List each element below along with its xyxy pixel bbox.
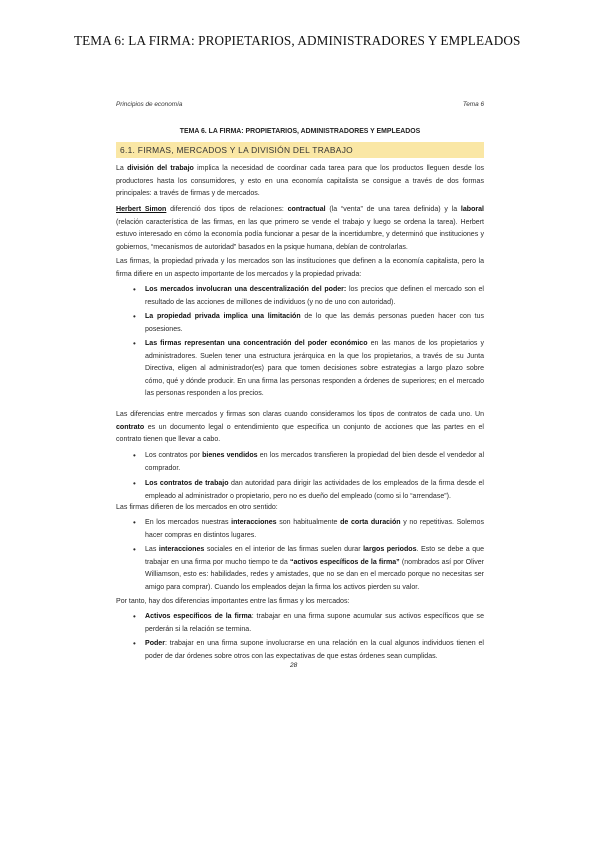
- text-run: (nombrados así por Oliver Williamson, esto es: habilidades, redes y amistades, que no se dan en el mercado porque no necesitas ser amigo para comprar). Cuando los empleados dejan la firma los activos pierden su valor.: [145, 558, 484, 591]
- bullet-item: [145, 478, 484, 503]
- text-run: es un documento legal o entendimiento que especifica un conjunto de acciones que las partes en el contrato tienen que llevar a cabo.: [116, 423, 484, 444]
- paragraph: [116, 256, 484, 281]
- text-run: en los mercados transfieren la propiedad del bien desde el vendedor al comprador.: [145, 452, 485, 472]
- page-header-left: Principios de economía: [116, 101, 183, 108]
- paragraph: [116, 204, 484, 254]
- bullet-item: [145, 284, 484, 309]
- text-run: son habitualmente: [276, 519, 341, 526]
- bold-text: interacciones: [231, 519, 277, 526]
- bold-text: Los mercados involucran una descentralización del poder:: [145, 286, 347, 293]
- text-run: . Esto se debe a que trabajar en una firma por mucho tiempo te da: [145, 546, 484, 566]
- bold-text: contrato: [116, 423, 145, 431]
- text-run: (la “venta” de una tarea definida) y la: [325, 206, 461, 213]
- page-header-right: Tema 6: [462, 101, 484, 108]
- paragraph: [116, 502, 484, 515]
- bold-text: Herbert Simon: [116, 206, 167, 213]
- bold-text: largos periodos: [363, 546, 417, 553]
- text-run: : trabajar en una firma supone acumular sus activos específicos que se perderán si la relación se termina.: [145, 613, 484, 633]
- page-number: 28: [290, 662, 298, 669]
- bullet-item: [145, 338, 484, 401]
- bold-text: Poder: [145, 640, 165, 647]
- text-run: implica la necesidad de coordinar cada tarea para que los productos lleguen desde los productores hasta los consumidores, y esto en una economía capitalista se consigue a través de dos formas principales: a través de firmas y de mercados.: [116, 165, 485, 198]
- paragraph: [116, 596, 484, 609]
- text-run: Por tanto, hay dos diferencias importantes entre las firmas y los mercados:: [116, 598, 350, 605]
- text-run: y no repetitivas. Solemos hacer compras en distintos lugares.: [145, 519, 484, 539]
- bullet-item: [145, 450, 484, 475]
- bold-text: de corta duración: [340, 519, 401, 526]
- section-heading: 6.1. FIRMAS, MERCADOS Y LA DIVISIÓN DEL TRABAJO: [120, 145, 353, 155]
- text-run: los precios que definen el mercado son el resultado de las acciones de millones de individuos (y no de uno con autoridad).: [145, 286, 484, 306]
- bold-text: Las firmas representan una concentración del poder económico: [145, 340, 368, 347]
- text-run: Las diferencias entre mercados y firmas son claras cuando consideramos los tipos de contratos de cada uno. Un: [116, 411, 484, 418]
- main-title: TEMA 6. LA FIRMA: PROPIETARIOS, ADMINISTRADORES Y EMPLEADOS: [179, 128, 421, 135]
- text-run: en las manos de los propietarios y administradores. Suelen tener una estructura jerárquica en la que los propietarios, a través de su Junta Directiva, eligen al administrador(es) para que tomen decisiones sobre estrategias a largo plazo sobre cómo, qué y dónde producir. En una firma las personas responden a órdenes de superiores; en el mercado las personas responden a los precios.: [145, 340, 484, 398]
- bold-text: Activos específicos de la firma: [145, 613, 252, 620]
- document-title: TEMA 6: LA FIRMA: PROPIETARIOS, ADMINISTRADORES Y EMPLEADOS: [74, 33, 521, 48]
- text-run: Las firmas difieren de los mercados en otro sentido:: [116, 504, 278, 511]
- text-run: dan autoridad para dirigir las actividades de los empleados de la firma desde el empleado al administrador o propietario, pero no es dueño del empleado (como si lo “arrendase”).: [145, 480, 484, 500]
- bold-text: laboral: [460, 206, 484, 213]
- bold-text: bienes vendidos: [202, 452, 258, 459]
- text-run: La: [116, 165, 128, 172]
- bold-text: división del trabajo: [127, 165, 194, 172]
- text-run: Los contratos por: [145, 452, 203, 459]
- bullet-item: [145, 517, 484, 542]
- text-run: (relación característica de las firmas, en las que primero se vende el trabajo y luego se ordena la tarea). Herbert estuvo interesado en cómo la economía podía funcionar a pesar de la incertidumbre, y determinó que instituciones y gobiernos, “mecanismos de autoridad” basados en la psique humana, debían de controlarlas.: [116, 218, 484, 251]
- text-run: Las: [145, 546, 159, 553]
- text-run: Las firmas, la propiedad privada y los mercados son las instituciones que definen a la economía capitalista, pero la firma difiere en un aspecto importante de los mercados y la propiedad privada:: [116, 258, 484, 278]
- bold-text: La propiedad privada implica una limitación: [145, 313, 301, 320]
- bold-text: Los contratos de trabajo: [145, 480, 229, 487]
- text-run: sociales en el interior de las firmas suelen durar: [204, 546, 364, 553]
- section-heading-band: [116, 142, 484, 158]
- bullet-item: [145, 611, 484, 636]
- bullet-item: [145, 638, 484, 663]
- bold-text: “activos específicos de la firma”: [289, 558, 400, 566]
- text-run: En los mercados nuestras: [145, 519, 232, 526]
- bold-text: interacciones: [158, 546, 205, 553]
- text-run: de lo que las demás personas pueden hacer con tus posesiones.: [145, 313, 484, 333]
- paragraph: [116, 409, 484, 447]
- bold-text: contractual: [287, 206, 326, 213]
- text-run: : trabajar en una firma supone involucrarse en una relación en la cual algunos individuos tienen el poder de dar órdenes sobre otros con las expectativas de que estas órdenes sean cumplidas.: [145, 640, 484, 660]
- paragraph: [116, 163, 484, 201]
- text-run: diferenció dos tipos de relaciones:: [166, 206, 288, 213]
- bullet-item: [145, 311, 484, 336]
- bullet-item: [145, 544, 484, 594]
